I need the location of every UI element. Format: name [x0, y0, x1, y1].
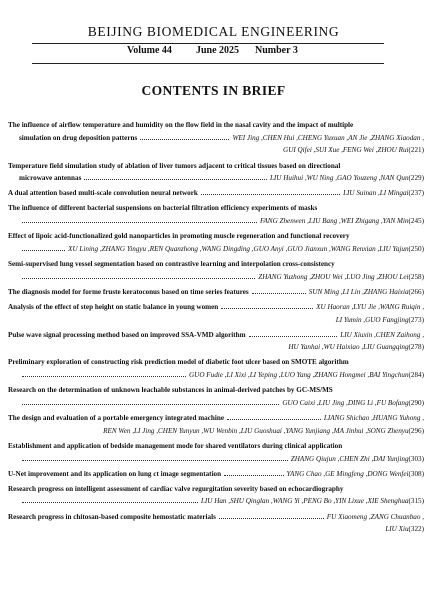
page-number: (250) [408, 244, 424, 253]
dot-leader [22, 250, 65, 251]
entry-authors: YANG Chao ,GE Mingfeng ,DONG Wenfei [286, 469, 409, 478]
entry-authors: FANG Zhenwen ,LIU Bang ,WEI Zhigang ,YAN Min [260, 217, 409, 226]
dot-leader [140, 139, 229, 140]
entry-title: The influence of different bacterial suspensions on bacterial filtration efficiency experiments of masks [8, 204, 318, 213]
entry-title: Effect of lipoic acid-functionalized gold nanoparticles in promoting muscle regeneration and functional recovery [8, 232, 350, 241]
contents-heading: CONTENTS IN BRIEF [141, 83, 286, 98]
contents-entry[interactable] [8, 187, 424, 200]
page-number: (290) [408, 398, 424, 407]
dot-leader [252, 293, 306, 294]
page-number: (258) [408, 272, 424, 281]
page-number: (278) [408, 343, 424, 352]
entry-authors: ZHANG Yuzhong ,ZHOU Wei ,LUO Jing ,ZHOU Lei [258, 272, 409, 281]
entry-title: microwave antennas [19, 174, 82, 183]
entry-title: Research progress on intelligent assessment of cardiac valve regurgitation severity based on echocardiography [8, 484, 344, 493]
entry-authors: LIANG Shichao ,HUANG Yuhong , [323, 414, 424, 423]
header-rule-top [32, 43, 384, 44]
page-number: (221) [408, 146, 424, 155]
dot-leader [22, 502, 198, 503]
entry-authors: XU Lining ,ZHANG Yingyu ,REN Quanzhong ,WANG Dingding ,GUO Anyi ,GUO Jianxun ,WANG Renxian ,LIU Yajun [68, 244, 409, 253]
entry-authors: REN Wen ,LI Jing ,CHEN Yunyun ,WU Wenbin ,LIU Guoshuai ,YANG Yunjiang ,MA Jinhui ,SONG Zhenyu [103, 426, 409, 435]
entry-title: U-Net improvement and its application on lung ct image segmentation [8, 469, 222, 478]
header-rule-bottom [32, 63, 384, 64]
entry-title: The influence of airflow temperature and humidity on the flow field in the nasal cavity and the impact of multiple [8, 121, 354, 129]
dot-leader [22, 278, 255, 279]
entry-authors: XU Haoran ,LYU Jie ,WANG Ruiqin , [316, 302, 424, 311]
entry-authors: WEI Jing ,CHEN Hui ,CHENG Yuxuan ,AN Jie ,ZHANG Xiaodan , [232, 133, 424, 142]
entry-authors: LIU Xiuxin ,CHEN Zaihong , [340, 330, 424, 339]
page-number: (308) [408, 469, 424, 478]
entry-authors: GUO Caixi ,LIU Jing ,DING Li ,FU Bofang [282, 398, 409, 407]
dot-leader [221, 308, 313, 309]
entry-authors: HU Yanhai ,WU Haixiao ,LIU Guangqing [288, 343, 409, 352]
contents-entry[interactable] [8, 119, 424, 157]
entry-authors: LIU Han ,SHU Qinglan ,WANG Yi ,PENG Bo ,YIN Lixue ,XIE Shenghua [200, 497, 409, 506]
dot-leader [22, 222, 257, 223]
dot-leader [249, 336, 338, 337]
dot-leader [227, 419, 321, 420]
entry-title: Semi-supervised lung vessel segmentation based on contrastive learning and interpolation cross-consistency [8, 259, 335, 268]
page-number: (322) [408, 525, 424, 534]
entry-authors: SUN Ming ,LI Lin ,ZHANG Haixia [308, 287, 409, 296]
contents-entry[interactable] [8, 412, 424, 437]
dot-leader [201, 194, 340, 195]
page-number: (229) [408, 174, 424, 183]
entry-title: Establishment and application of bedside management mode for shared ventilators during clinical application [8, 441, 343, 450]
dot-leader [219, 518, 324, 519]
contents-entry[interactable] [8, 511, 424, 536]
dot-leader [22, 460, 288, 461]
entry-title: Analysis of the effect of step height on static balance in young women [8, 302, 219, 311]
entry-title: simulation on drug deposition patterns [19, 133, 138, 142]
entry-title: Temperature field simulation study of ablation of liver tumors adjacent to critical tissues based on directional [8, 161, 341, 170]
entry-authors: LIU Xiu [385, 525, 409, 534]
entry-title: Research on the determination of unknown leachable substances in animal-derived patches by GC-MS/MS [8, 386, 333, 395]
number-label: Number 3 [255, 45, 298, 56]
page-number: (273) [408, 315, 424, 324]
entry-title: Pulse wave signal processing method based on improved SSA-VMD algorithm [8, 330, 246, 339]
contents-entry[interactable] [8, 356, 424, 381]
contents-entry[interactable] [8, 483, 424, 508]
dot-leader [84, 179, 267, 180]
entry-title: Preliminary exploration of constructing risk prediction model of diabetic foot ulcer based on SMOTE algorithm [8, 358, 349, 367]
entry-title: The diagnosis model for forme fruste keratoconus based on time series features [8, 287, 249, 296]
page-number: (284) [408, 371, 424, 380]
contents-entry[interactable] [8, 329, 424, 354]
page-number: (296) [408, 426, 424, 435]
issue-date: June 2025 [196, 45, 240, 56]
entry-title: A dual attention based multi-scale convolution neural network [8, 189, 198, 198]
entry-authors: FU Xiaomeng ,ZANG Chuanbao , [326, 512, 424, 521]
entry-authors: GUO Fudie ,LI Xixi ,LI Yeping ,LUO Yang ,ZHANG Hongmei ,BAI Yingchun [189, 371, 409, 380]
contents-entry[interactable] [8, 468, 424, 481]
entry-authors: ZHANG Qiujun ,CHEN Zhi ,DAI Yunjing [290, 454, 409, 463]
page-number: (266) [408, 287, 424, 296]
contents-entry[interactable] [8, 384, 424, 409]
contents-entry[interactable] [8, 258, 424, 283]
dot-leader [22, 376, 186, 377]
entry-title: Research progress in chitosan-based composite hemostatic materials [8, 512, 216, 521]
entry-authors: GUI Qifei ,SUI Xue ,FENG Wei ,ZHOU Rui [283, 146, 409, 155]
page-number: (303) [408, 454, 424, 463]
contents-entry[interactable] [8, 230, 424, 255]
page-number: (237) [408, 189, 424, 198]
contents-entry[interactable] [8, 160, 424, 185]
dot-leader [22, 404, 279, 405]
volume-label: Volume 44 [127, 45, 172, 56]
entry-authors: LIU Huihui ,WU Ning ,GAO Youzeng ,NAN Qun [269, 174, 409, 183]
contents-entry[interactable] [8, 202, 424, 227]
dot-leader [224, 475, 283, 476]
entry-authors: LI Yumin ,GUO Fangjing [335, 315, 409, 324]
contents-list [8, 119, 424, 538]
page-number: (315) [408, 497, 424, 506]
page-number: (245) [408, 217, 424, 226]
contents-entry[interactable] [8, 440, 424, 465]
entry-title: The design and evaluation of a portable emergency integrated machine [8, 414, 224, 423]
journal-title: BEIJING BIOMEDICAL ENGINEERING [87, 24, 340, 39]
entry-authors: LIU Suinan ,LI Mingai [343, 189, 409, 198]
contents-entry[interactable] [8, 286, 424, 299]
contents-entry[interactable] [8, 301, 424, 326]
